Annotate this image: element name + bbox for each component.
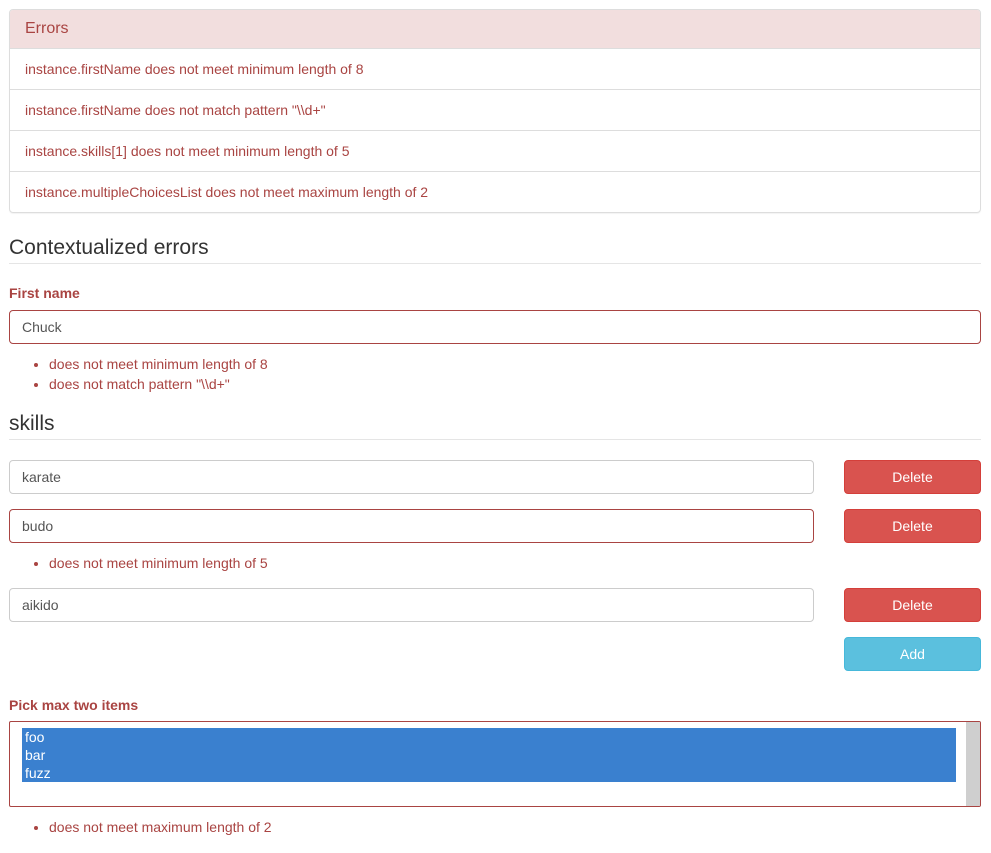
select-option[interactable]: fuzz xyxy=(22,764,956,782)
select-option[interactable]: foo xyxy=(22,728,956,746)
skill-input[interactable]: karate xyxy=(9,460,814,494)
page xyxy=(9,9,981,835)
error-item: instance.firstName does not match pattern "\\d+" xyxy=(10,89,980,130)
errors-panel-title: Errors xyxy=(10,10,980,49)
pick-errors xyxy=(9,817,272,837)
pick-items-label: Pick max two items xyxy=(9,697,139,713)
pick-error: • does not meet maximum length of 2 xyxy=(49,817,272,837)
first-name-errors xyxy=(9,354,268,394)
contextualized-errors-heading: Contextualized errors xyxy=(9,235,981,264)
options-list xyxy=(22,728,956,782)
add-skill-button[interactable]: Add xyxy=(844,637,981,671)
error-item: instance.multipleChoicesList does not meet maximum length of 2 xyxy=(10,171,980,212)
select-option[interactable]: bar xyxy=(22,746,956,764)
delete-skill-button[interactable]: Delete xyxy=(844,588,981,622)
first-name-error: • does not match pattern "\\d+" xyxy=(49,374,268,394)
skill-error: • does not meet minimum length of 5 xyxy=(49,553,268,573)
errors-list xyxy=(10,49,980,212)
first-name-label: First name xyxy=(9,285,80,301)
skill-errors xyxy=(9,553,268,573)
select-scrollbar[interactable] xyxy=(966,722,980,806)
multiple-choices-select[interactable] xyxy=(9,721,981,807)
error-item: instance.skills[1] does not meet minimum length of 5 xyxy=(10,130,980,171)
delete-skill-button[interactable]: Delete xyxy=(844,509,981,543)
skill-input[interactable]: aikido xyxy=(9,588,814,622)
errors-panel xyxy=(9,9,981,213)
first-name-input[interactable]: Chuck xyxy=(9,310,981,344)
first-name-error: • does not meet minimum length of 8 xyxy=(49,354,268,374)
delete-skill-button[interactable]: Delete xyxy=(844,460,981,494)
skill-input[interactable]: budo xyxy=(9,509,814,543)
skills-heading: skills xyxy=(9,411,981,440)
error-item: instance.firstName does not meet minimum length of 8 xyxy=(25,61,364,77)
